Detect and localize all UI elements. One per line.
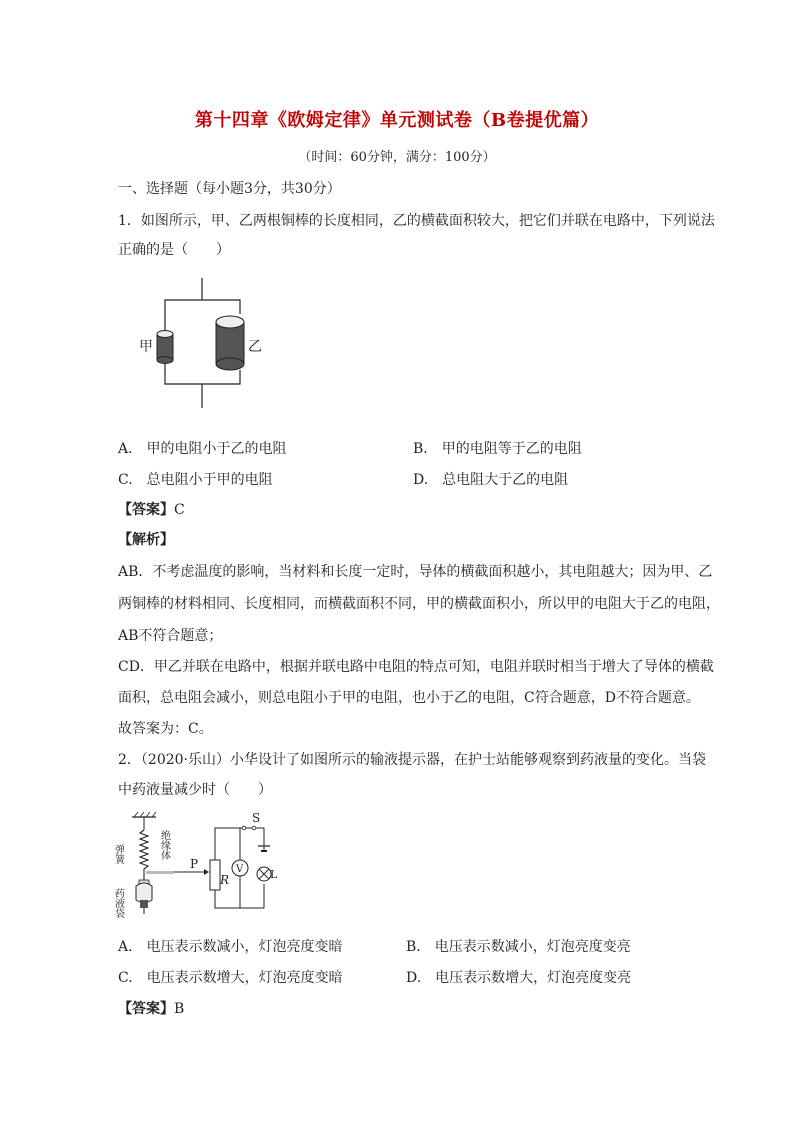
q1-stem-line2: 正确的是（ ） — [118, 242, 230, 258]
q2-drug-bag — [136, 880, 152, 914]
q1-option-c: C. 总电阻小于甲的电阻 — [118, 472, 273, 488]
q2-option-c: C. 电压表示数增大，灯泡亮度变暗 — [118, 970, 343, 986]
q1-analysis-line: 面积，总电阻会减小，则总电阻小于甲的电阻，也小于乙的电阻，C符合题意，D不符合题意。 — [118, 690, 700, 706]
q2-stem-line1: 2．（2020·乐山）小华设计了如图所示的输液提示器，在护士站能够观察到药液量的变化。当袋 — [118, 752, 706, 768]
q1-answer-label: 【答案】 — [118, 502, 174, 518]
q1-analysis-label: 【解析】 — [118, 532, 174, 548]
q2-option-b: B. 电压表示数减小，灯泡亮度变亮 — [406, 939, 631, 955]
q2-answer — [118, 998, 184, 1018]
q2-resistor-r — [210, 860, 220, 890]
q1-analysis-line: 两铜棒的材料相同、长度相同，而横截面积不同，甲的横截面积小，所以甲的电阻大于乙的电阻， — [118, 596, 720, 612]
q2-insulator-bar — [146, 871, 174, 874]
q1-analysis-line: AB．不考虑温度的影响，当材料和长度一定时，导体的横截面积越小，其电阻越大；因为甲、乙 — [118, 564, 713, 580]
q2-label-l: L — [270, 868, 278, 881]
q2-label-spring-1: 弹簧 — [112, 844, 124, 864]
q1-analysis-line: 故答案为：C。 — [118, 721, 213, 737]
q2-answer-value: B — [174, 1001, 185, 1017]
q1-rod-jia — [157, 331, 173, 364]
q2-label-s: S — [252, 811, 261, 825]
q1-stem-line1: 1．如图所示，甲、乙两根铜棒的长度相同，乙的横截面积较大，把它们并联在电路中，下列说法 — [118, 213, 715, 229]
q1-answer-value: C — [174, 502, 185, 518]
q1-option-d: D. 总电阻大于乙的电阻 — [413, 472, 569, 488]
q2-slider-arrow — [204, 869, 209, 875]
q1-label-yi: 乙 — [248, 339, 262, 355]
q2-stem-line2: 中药液量减少时（ ） — [118, 782, 272, 798]
q1-option-b: B. 甲的电阻等于乙的电阻 — [413, 441, 582, 457]
q1-rod-yi — [216, 316, 244, 370]
q2-lamp-l — [257, 867, 271, 881]
page-subtitle: （时间：60分钟，满分：100分） — [298, 150, 496, 165]
section-heading: 一、选择题（每小题3分，共30分） — [118, 181, 341, 197]
q2-answer-label: 【答案】 — [118, 1001, 174, 1017]
q2-ceiling-mount — [132, 812, 156, 830]
q1-analysis-line: AB不符合题意； — [118, 628, 223, 644]
q2-option-a: A. 电压表示数减小，灯泡亮度变暗 — [118, 939, 343, 955]
q2-option-d: D. 电压表示数增大，灯泡亮度变亮 — [406, 970, 632, 986]
q2-label-v: V — [236, 864, 244, 875]
q1-option-a: A. 甲的电阻小于乙的电阻 — [118, 441, 287, 457]
q2-label-r: R — [220, 873, 230, 887]
q1-analysis-line: CD．甲乙并联在电路中，根据并联电路中电阻的特点可知，电阻并联时相当于增大了导体的横截 — [118, 659, 714, 675]
q2-label-bag: 药液袋 — [112, 888, 124, 918]
q2-label-p: P — [190, 857, 199, 871]
q2-label-insulator: 绝缘体 — [158, 830, 170, 860]
q2-circuit-figure — [112, 808, 278, 920]
q1-label-jia: 甲 — [139, 339, 153, 355]
page-title: 第十四章《欧姆定律》单元测试卷（B卷提优篇） — [194, 110, 600, 131]
q1-circuit-figure — [130, 278, 260, 410]
q1-answer — [118, 499, 185, 519]
